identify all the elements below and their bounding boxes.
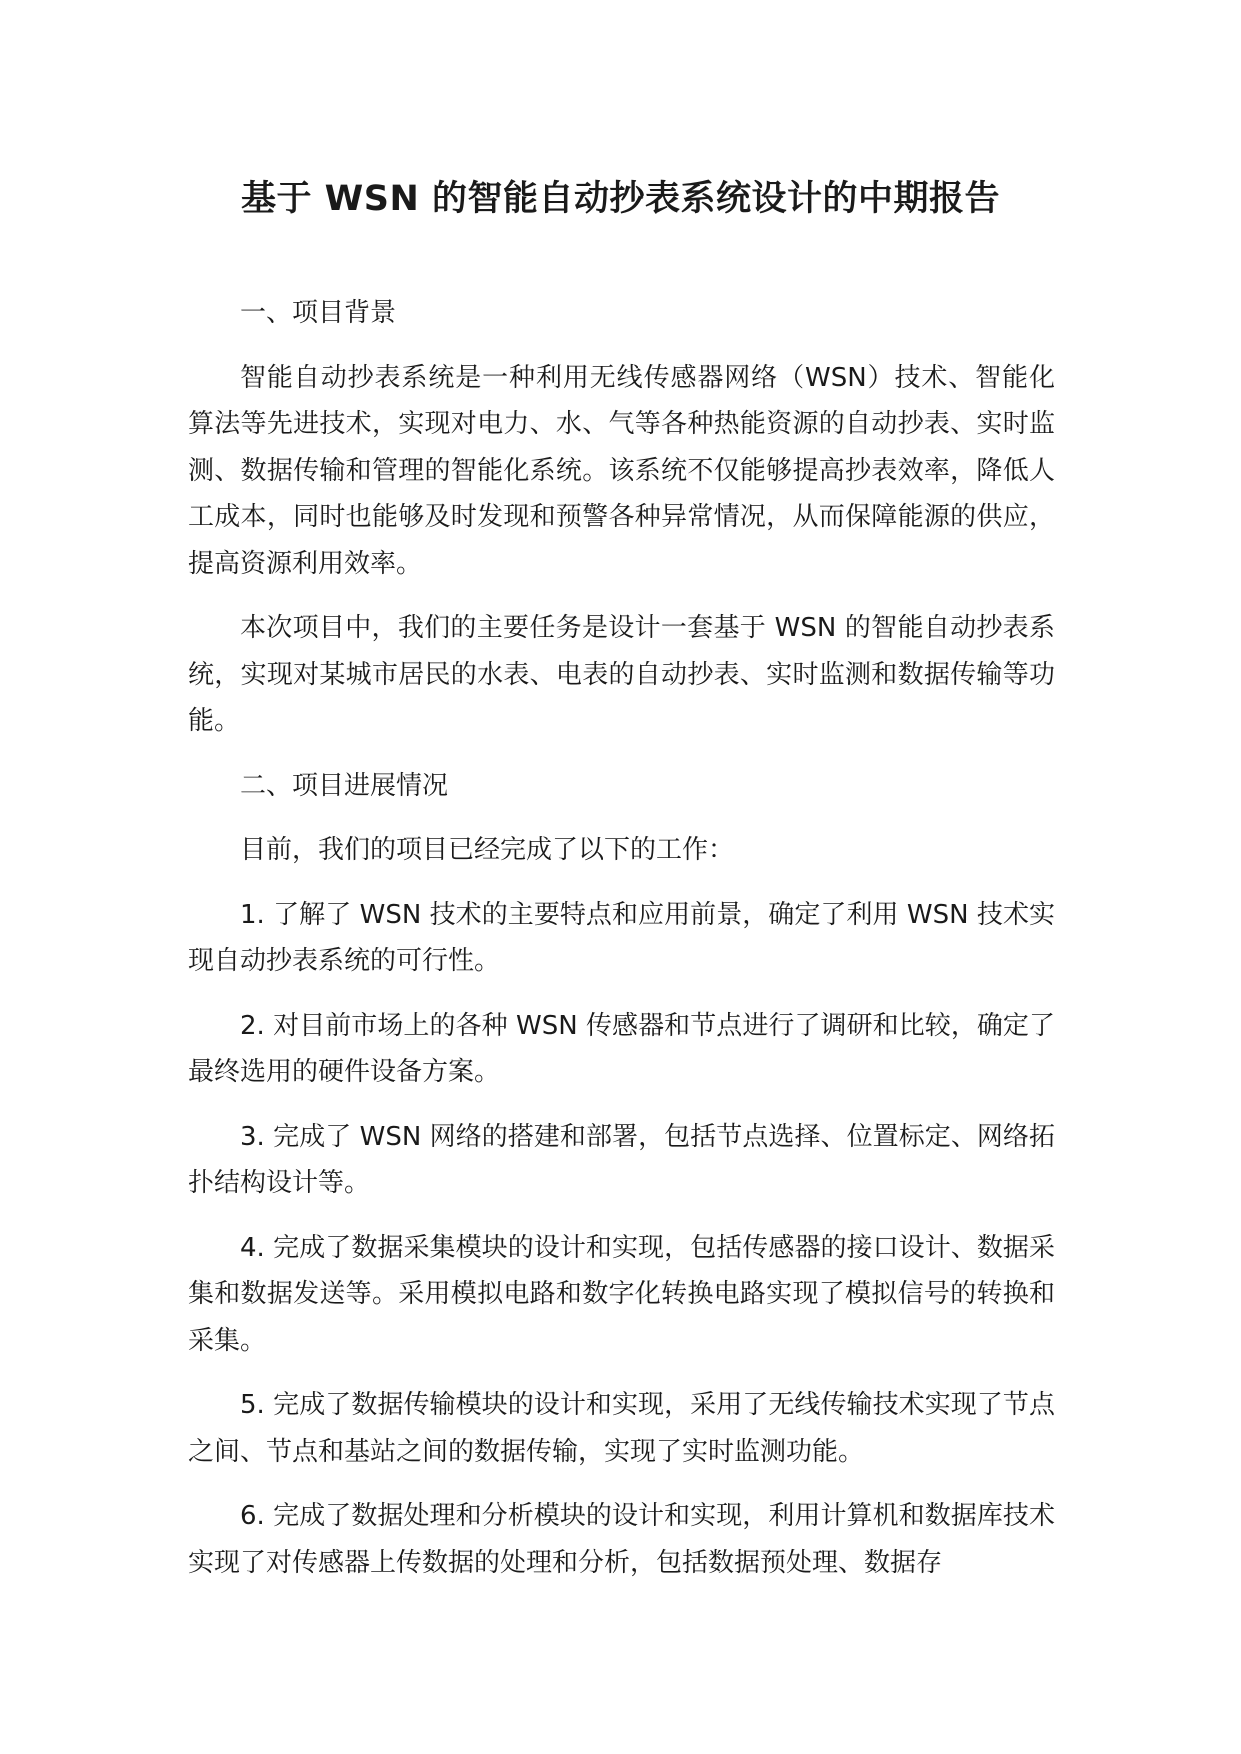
list-item-1: 1. 了解了 WSN 技术的主要特点和应用前景，确定了利用 WSN 技术实现自动抄表系统的可行性。	[188, 899, 1055, 976]
paragraph-progress-intro: 目前，我们的项目已经完成了以下的工作：	[240, 835, 735, 865]
list-item-5: 5. 完成了数据传输模块的设计和实现，采用了无线传输技术实现了节点之间、节点和基站之间的数据传输，实现了实时监测功能。	[188, 1390, 1055, 1467]
paragraph-task: 本次项目中，我们的主要任务是设计一套基于 WSN 的智能自动抄表系统，实现对某城市居民的水表、电表的自动抄表、实时监测和数据传输等功能。	[188, 613, 1055, 736]
section-heading-progress: 二、项目进展情况	[240, 770, 449, 801]
list-item-3: 3. 完成了 WSN 网络的搭建和部署，包括节点选择、位置标定、网络拓扑结构设计等。	[188, 1121, 1055, 1198]
list-item-4: 4. 完成了数据采集模块的设计和实现，包括传感器的接口设计、数据采集和数据发送等。采用模拟电路和数字化转换电路实现了模拟信号的转换和采集。	[188, 1232, 1055, 1356]
paragraph-background: 智能自动抄表系统是一种利用无线传感器网络（WSN）技术、智能化算法等先进技术，实现对电力、水、气等各种热能资源的自动抄表、实时监测、数据传输和管理的智能化系统。该系统不仅能够提高抄表效率，降低人工成本，同时也能够及时发现和预警各种异常情况，从而保障能源的供应，提高资源利用效率。	[188, 362, 1055, 579]
list-item-2: 2. 对目前市场上的各种 WSN 传感器和节点进行了调研和比较，确定了最终选用的硬件设备方案。	[188, 1010, 1055, 1087]
document-body	[188, 290, 1055, 1604]
document-title: 基于 WSN 的智能自动抄表系统设计的中期报告	[241, 179, 1000, 219]
section-heading-background: 一、项目背景	[240, 298, 397, 328]
list-item-6: 6. 完成了数据处理和分析模块的设计和实现，利用计算机和数据库技术实现了对传感器上传数据的处理和分析，包括数据预处理、数据存	[188, 1501, 1055, 1578]
